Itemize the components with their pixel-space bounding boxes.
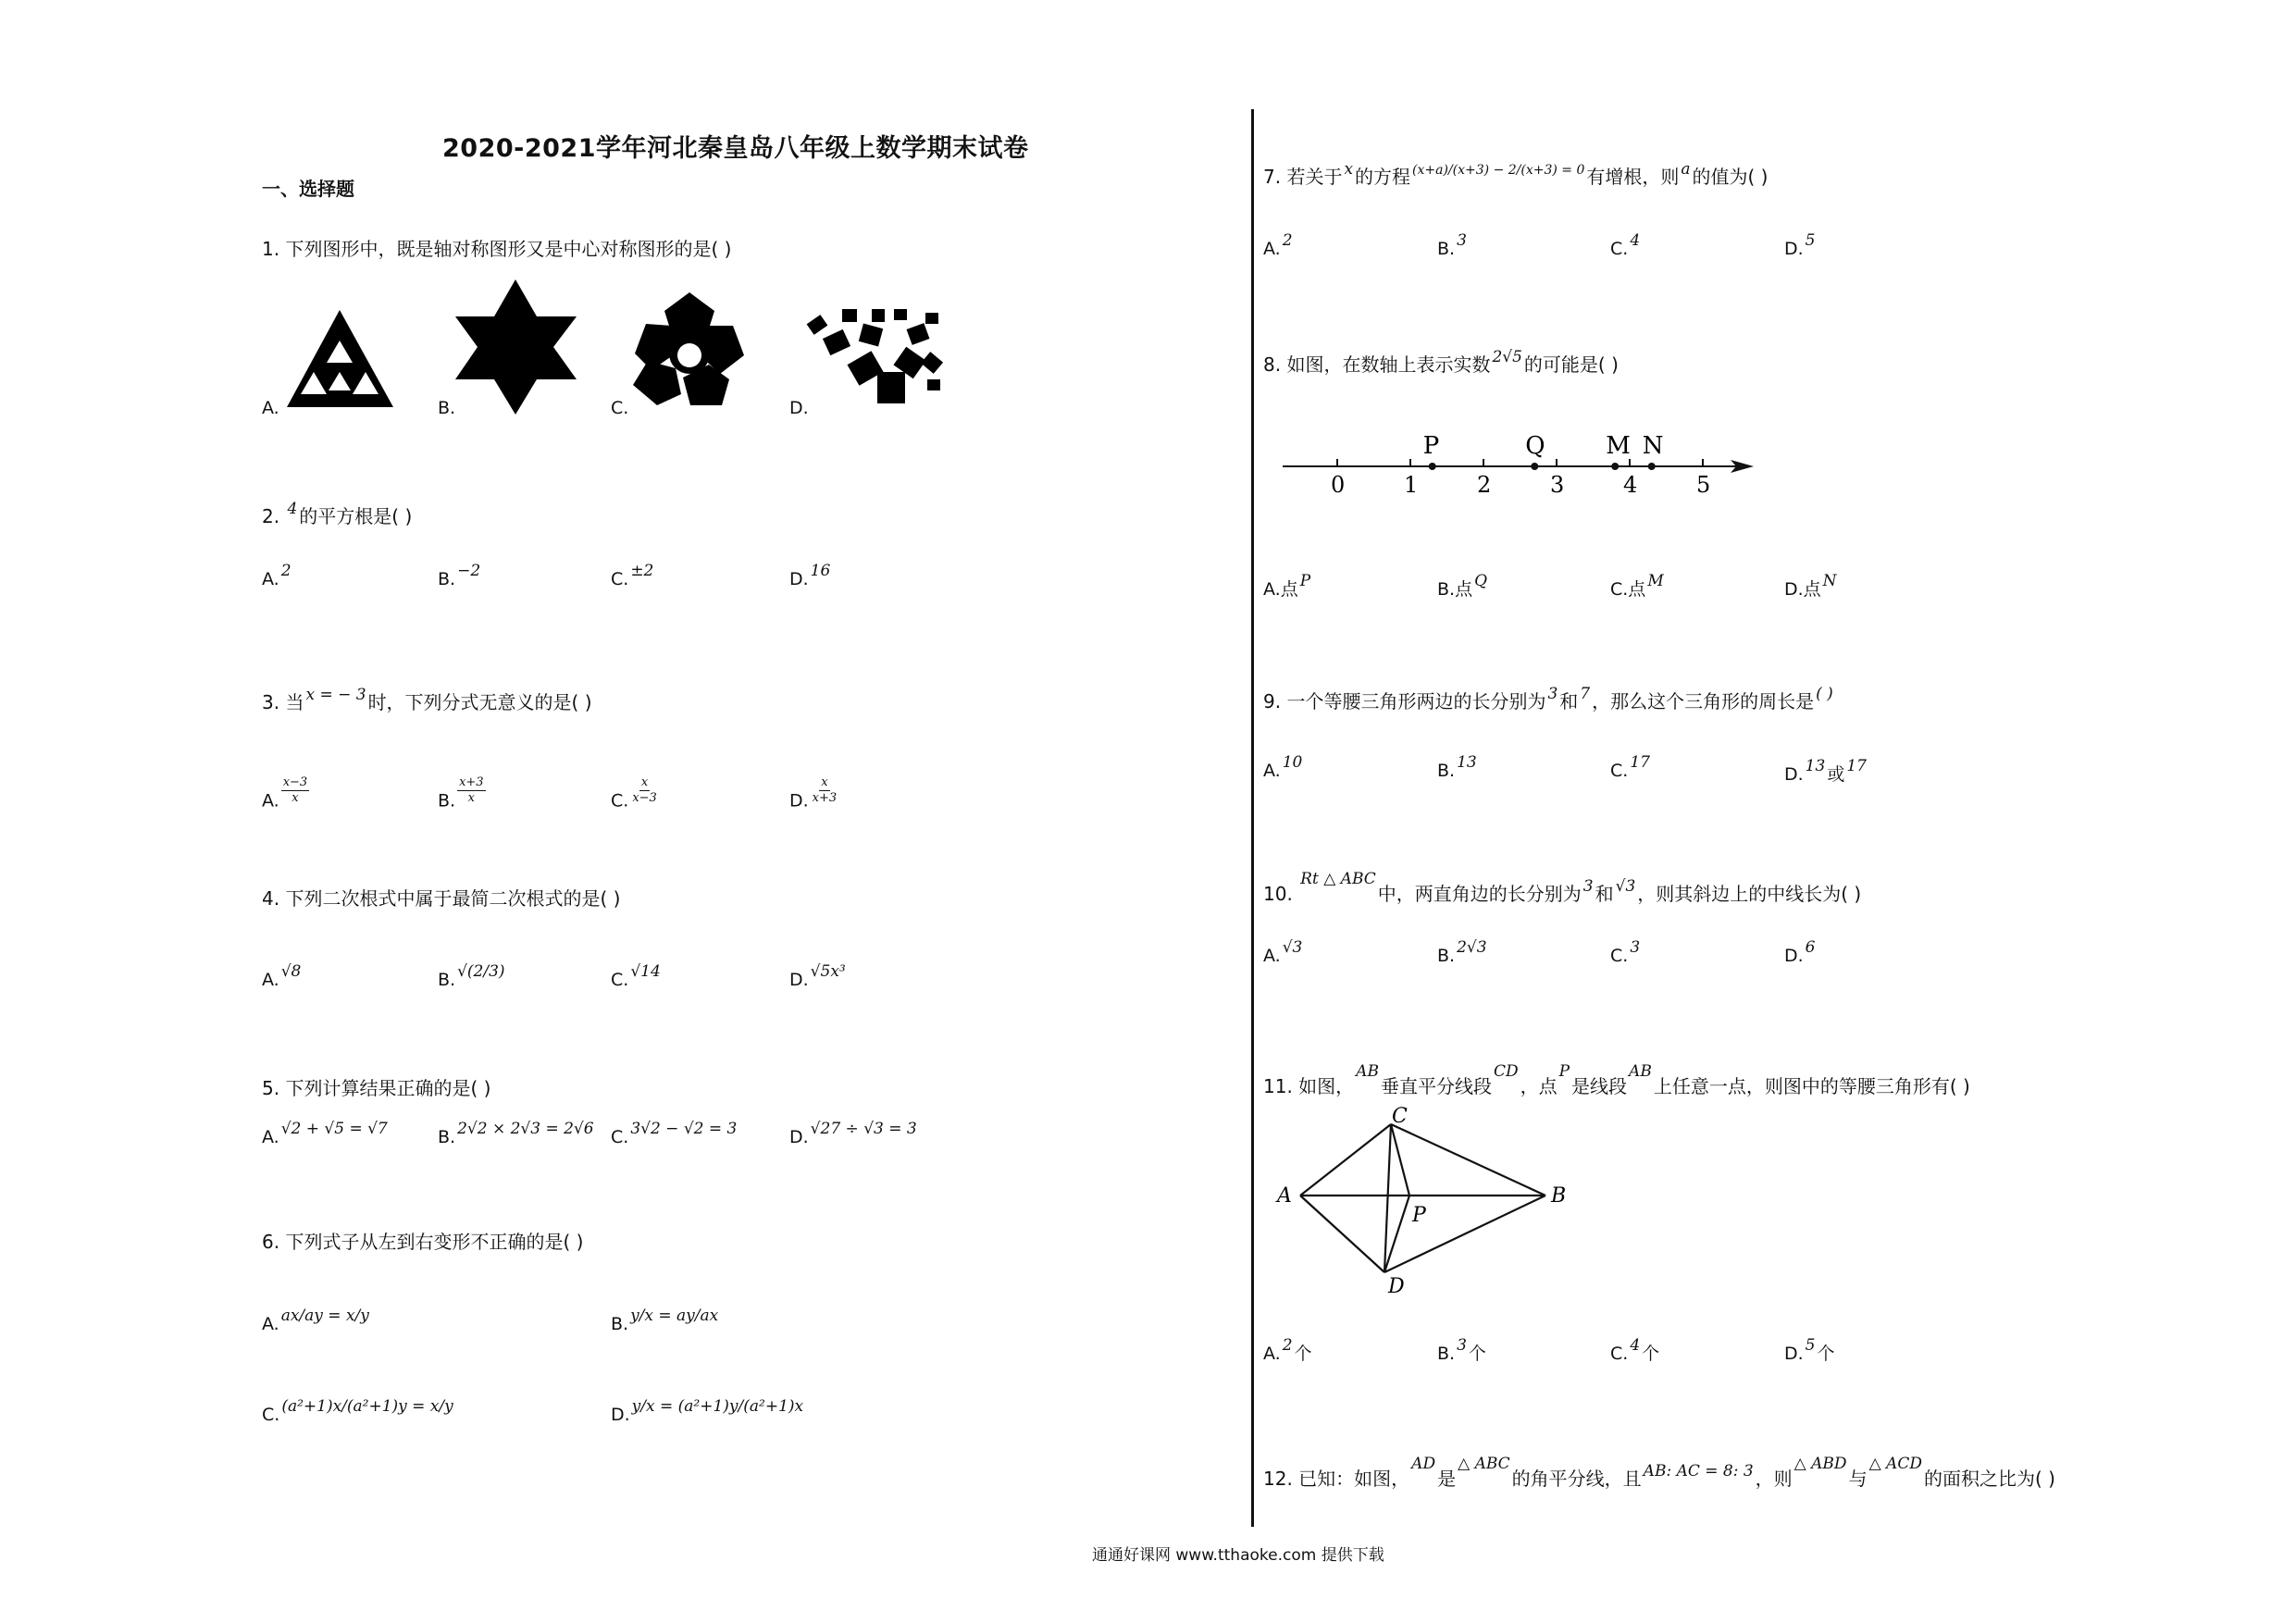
segment-cp (1391, 1124, 1409, 1196)
tick-label-3: 3 (1550, 472, 1565, 498)
segment-cb (1391, 1124, 1545, 1196)
question-3-stem: 3. 当 $^{x = - 3}$ 时，下列分式无意义的是( ) (262, 686, 592, 713)
q6-option-a: A. ax/ay = x/y (262, 1307, 369, 1334)
question-1-stem: 1. 下列图形中，既是轴对称图形又是中心对称图形的是( ) (262, 238, 732, 260)
figure-six-point-star (453, 278, 578, 416)
q2-option-d: D. 16 (789, 562, 831, 589)
q1-option-d-label: D. (789, 398, 809, 418)
label-d: D (1388, 1275, 1405, 1298)
q11-option-c: C. 4 个 (1610, 1336, 1660, 1364)
q8-option-d: D.点 N (1784, 572, 1837, 600)
q2-option-b: B. −2 (438, 562, 481, 589)
question-10-stem: 10. $^{Rt \triangle ABC}$中，两直角边的长分别为 $^3$ 和 $^{√3}$ ，则其斜边上的中线长为( ) (1263, 870, 1862, 905)
q10-option-d: D. 6 (1784, 938, 1816, 966)
segment-cd (1384, 1124, 1391, 1272)
q5-option-a: A. √2 + √5 = √7 (262, 1120, 388, 1147)
q9-option-b: B. 13 (1437, 753, 1477, 781)
q4-option-d: D. √5x³ (789, 962, 846, 990)
q4-option-a: A. √8 (262, 962, 302, 990)
q8-option-b: B.点 Q (1437, 572, 1488, 600)
point-P (1429, 463, 1436, 470)
q11-option-b: B. 3 个 (1437, 1336, 1486, 1364)
q3-option-d: D. $\frac{x}{x+3}$ (789, 775, 838, 812)
q7-option-a: A. 2 (1263, 231, 1293, 259)
q5-option-d: D. √27 ÷ √3 = 3 (789, 1120, 917, 1147)
q6-option-d: D. y/x = (a²+1)y/(a²+1)x (611, 1397, 804, 1425)
question-11-stem: 11. 如图，$^{AB}$垂直平分线段$^{CD}$，点$^P$是线段$^{AB}$上任意一点，则图中的等腰三角形有( ) (1263, 1062, 1970, 1097)
label-p: P (1412, 1204, 1426, 1227)
figure-sierpinski-triangle (282, 305, 398, 412)
q1-option-b-label: B. (438, 398, 456, 418)
q9-option-d: D. 13 或 17 (1784, 757, 1867, 785)
q11-option-a: A. 2 个 (1263, 1336, 1312, 1364)
q3-option-c: C. $\frac{x}{x-3}$ (611, 775, 657, 812)
figure-pentagon-flower (629, 289, 750, 409)
q2-option-c: C. ±2 (611, 562, 654, 589)
q7-option-c: C. 4 (1610, 231, 1641, 259)
q2-option-a: A. 2 (262, 562, 292, 589)
kite-geometry-figure (1275, 1106, 1571, 1305)
q10-option-c: C. 3 (1610, 938, 1641, 966)
question-4-stem: 4. 下列二次根式中属于最简二次根式的是( ) (262, 887, 621, 910)
q7-option-b: B. 3 (1437, 231, 1467, 259)
point-label-P: P (1422, 432, 1440, 460)
tick-label-2: 2 (1477, 472, 1492, 498)
q11-option-d: D. 5 个 (1784, 1336, 1835, 1364)
q9-option-c: C. 17 (1610, 753, 1650, 781)
question-5-stem: 5. 下列计算结果正确的是( ) (262, 1077, 491, 1099)
point-label-N: N (1642, 432, 1664, 460)
question-12-stem: 12. 已知：如图，$^{AD}$是$^{\triangle ABC}$的角平分线，且 $^{AB: AC = 8: 3}$ ，则$^{\triangle ABD}$与$^{\triangle ACD}$的面积之比为( ) (1263, 1455, 2055, 1490)
page-title: 2020-2021学年河北秦皇岛八年级上数学期末试卷 (442, 134, 1029, 163)
q5-option-c: C. 3√2 − √2 = 3 (611, 1120, 738, 1147)
q3-option-b: B. $\frac{x+3}{x}$ (438, 775, 484, 812)
tick-label-1: 1 (1404, 472, 1419, 498)
point-label-Q: Q (1525, 432, 1545, 460)
q8-option-a: A.点 P (1263, 572, 1311, 600)
q6-option-c: C. (a²+1)x/(a²+1)y = x/y (262, 1397, 453, 1425)
q4-option-c: C. √14 (611, 962, 661, 990)
label-b: B (1551, 1184, 1567, 1208)
q3-option-a: A. $\frac{x-3}{x}$ (262, 775, 308, 812)
q10-option-b: B. 2√3 (1437, 938, 1487, 966)
tick-label-0: 0 (1331, 472, 1346, 498)
point-N (1648, 463, 1656, 470)
q8-option-c: C.点 M (1610, 572, 1664, 600)
segment-db (1384, 1196, 1545, 1272)
point-Q (1531, 463, 1538, 470)
tick-label-4: 4 (1623, 472, 1638, 498)
q6-option-b: B. y/x = ay/ax (611, 1307, 719, 1334)
q9-option-a: A. 10 (1263, 753, 1303, 781)
column-divider (1251, 109, 1254, 1527)
section-heading: 一、选择题 (262, 178, 354, 200)
q1-option-c-label: C. (611, 398, 629, 418)
q7-option-d: D. 5 (1784, 231, 1816, 259)
segment-ad (1300, 1196, 1384, 1272)
segment-ac (1300, 1124, 1391, 1196)
question-6-stem: 6. 下列式子从左到右变形不正确的是( ) (262, 1231, 584, 1253)
figure-pythagoras-tree (805, 305, 944, 412)
question-8-stem: 8. 如图，在数轴上表示实数 $^{2√5}$ 的可能是( ) (1263, 348, 1619, 376)
page-footer: 通通好课网 www.tthaoke.com 提供下载 (1092, 1546, 1384, 1565)
tick-label-5: 5 (1696, 472, 1711, 498)
number-line-figure (1277, 416, 1758, 504)
q10-option-a: A. √3 (1263, 938, 1303, 966)
q4-option-b: B. √(2/3) (438, 962, 505, 990)
question-2-stem: 2. $^4$ 的平方根是( ) (262, 500, 413, 527)
label-a: A (1277, 1184, 1292, 1208)
question-7-stem: 7. 若关于 $^x$ 的方程 $^{(x+a)/(x+3) - 2/(x+3) = 0}$ 有增根，则 $^a$ 的值为( ) (1263, 160, 1769, 188)
question-9-stem: 9. 一个等腰三角形两边的长分别为 $^3$ 和 $^7$ ，那么这个三角形的周长是 ( ) (1263, 685, 1833, 712)
q5-option-b: B. 2√2 × 2√3 = 2√6 (438, 1120, 594, 1147)
point-M (1611, 463, 1619, 470)
q1-option-a-label: A. (262, 398, 279, 418)
point-label-M: M (1606, 432, 1631, 460)
label-c: C (1392, 1106, 1408, 1128)
